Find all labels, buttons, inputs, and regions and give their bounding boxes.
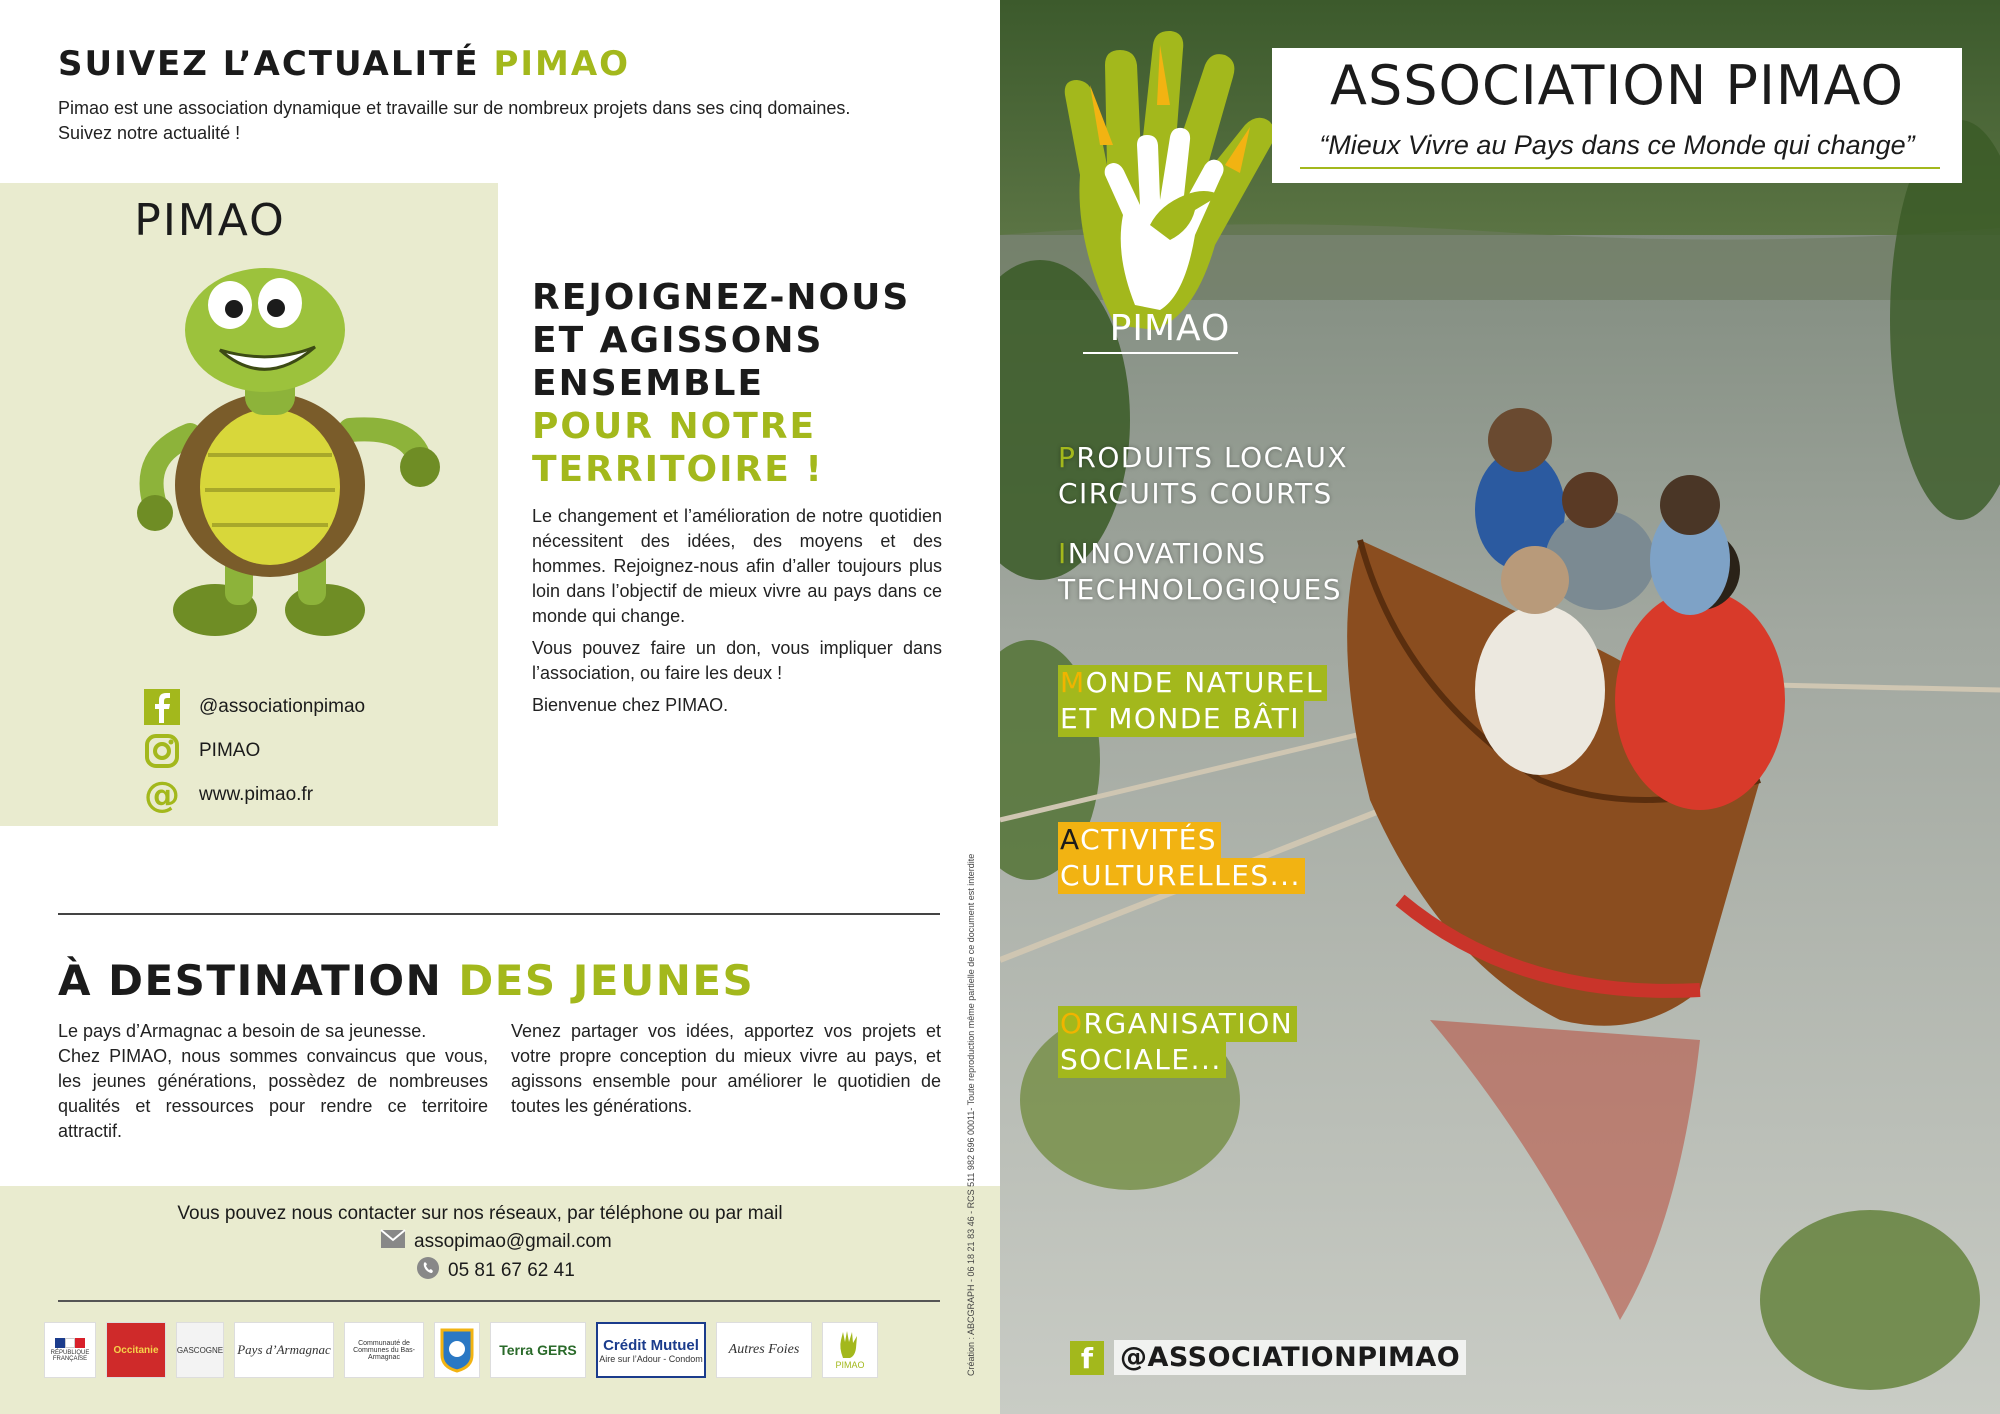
social-website[interactable] <box>143 776 313 814</box>
partner-logo-credit-mutuel <box>596 1322 706 1378</box>
jeunes-heading <box>58 956 754 1005</box>
partner-label-republique: RÉPUBLIQUE FRANÇAISE <box>50 1350 90 1362</box>
mascot-title: PIMAO <box>134 195 286 246</box>
domain-1-line-2: CIRCUITS COURTS <box>1058 477 1333 510</box>
join-heading-line-5: TERRITOIRE ! <box>532 449 824 490</box>
jeunes-column-1 <box>58 1019 488 1144</box>
partner-logo-communaute-communes: Communauté de Communes du Bas-Armagnac <box>344 1322 424 1378</box>
pimao-hand-small-icon <box>835 1330 865 1360</box>
partner-logo-republique <box>44 1322 96 1378</box>
domain-organisation-sociale <box>1058 1006 1297 1078</box>
credit-mutuel-name: Crédit Mutuel <box>603 1336 699 1354</box>
website-url: www.pimao.fr <box>199 784 314 805</box>
print-credit: Création : ABCGRAPH - 06 18 21 83 46 - RCS 511 982 696 00011- Toute reproduction même partielle de ce document est interdite <box>966 853 976 1376</box>
jeunes-column-2 <box>511 1019 941 1119</box>
partner-logo-autres-foies: Autres Foies <box>716 1322 812 1378</box>
facebook-icon: f <box>1070 1341 1104 1375</box>
jeunes-col1-paragraph-1: Le pays d’Armagnac a besoin de sa jeunesse. <box>58 1021 427 1041</box>
actualite-heading-black: SUIVEZ L’ACTUALITÉ <box>58 44 480 84</box>
actualite-intro <box>58 96 958 146</box>
domain-1-rest: RODUITS LOCAUX <box>1076 441 1348 474</box>
email-address: assopimao@gmail.com <box>414 1231 612 1252</box>
cover-title: ASSOCIATION PIMAO <box>1330 54 1904 117</box>
domain-3-line-2: ET MONDE BÂTI <box>1058 701 1304 737</box>
domain-3-initial: M <box>1060 666 1086 699</box>
jeunes-col2-paragraph-1: Venez partager vos idées, apportez vos projets et votre propre conception du mieux vivre au pays, et agissons ensemble pour améliorer le quotidien de toutes les générations. <box>511 1021 941 1116</box>
partner-logo-terra-gers: Terra GERS <box>490 1322 586 1378</box>
subtitle-underline <box>1300 167 1940 169</box>
cover-facebook-handle: @ASSOCIATIONPIMAO <box>1114 1340 1466 1375</box>
join-heading-line-2: ET AGISSONS <box>532 320 824 361</box>
credit-mutuel-branch: Aire sur l’Adour - Condom <box>599 1353 703 1364</box>
social-instagram[interactable] <box>143 732 260 770</box>
jeunes-heading-green: DES JEUNES <box>458 956 755 1005</box>
at-sign-icon <box>143 776 181 814</box>
cover-subtitle: “Mieux Vivre au Pays dans ce Monde qui change” <box>1319 130 1915 160</box>
whatsapp-icon <box>416 1256 440 1286</box>
instagram-handle: PIMAO <box>199 740 261 761</box>
domain-2-line-2: TECHNOLOGIQUES <box>1058 573 1342 606</box>
facebook-icon <box>143 688 181 726</box>
domain-activites-culturelles <box>1058 822 1305 894</box>
domain-3-rest: ONDE NATUREL <box>1085 666 1324 699</box>
logo-wordmark: PIMAO <box>1109 308 1231 349</box>
domain-produits-locaux <box>1058 440 1348 512</box>
partner-logos <box>44 1318 964 1382</box>
partner-logo-gascogne: GASCOGNE <box>176 1322 224 1378</box>
jeunes-heading-black: À DESTINATION <box>58 956 443 1005</box>
partner-logo-occitanie: Occitanie <box>106 1322 166 1378</box>
domain-4-initial: A <box>1060 823 1081 856</box>
facebook-handle: @associationpimao <box>199 696 366 717</box>
section-divider <box>58 913 940 915</box>
domain-4-line-2: CULTURELLES... <box>1058 858 1305 894</box>
domain-1-initial: P <box>1058 441 1077 474</box>
intro-line-1: Pimao est une association dynamique et travaille sur de nombreux projets dans ses cinq domaines. <box>58 98 851 118</box>
cover-facebook-link[interactable] <box>1070 1340 1466 1375</box>
join-paragraph-2: Vous pouvez faire un don, vous impliquer dans l’association, ou faire les deux ! <box>532 638 942 683</box>
join-paragraph-1: Le changement et l’amélioration de notre quotidien nécessitent des idées, des moyens et des hommes. Rejoignez-nous afin d’aller toujours plus loin dans l’objectif de mieux vivre au pays dans ce monde qui change. <box>532 506 942 626</box>
instagram-icon <box>143 732 181 770</box>
domain-2-rest: NNOVATIONS <box>1067 537 1267 570</box>
actualite-heading-green: PIMAO <box>493 44 631 84</box>
domain-2-initial: I <box>1058 537 1068 570</box>
join-paragraph-3: Bienvenue chez PIMAO. <box>532 695 729 715</box>
join-paragraphs <box>532 504 942 725</box>
logo-underline <box>1083 352 1238 354</box>
join-heading-line-3: ENSEMBLE <box>532 363 765 404</box>
partner-logo-pays-armagnac: Pays d’Armagnac <box>234 1322 334 1378</box>
contact-phone[interactable] <box>416 1256 575 1286</box>
domain-5-line-2: SOCIALE... <box>1058 1042 1226 1078</box>
join-heading <box>532 276 910 491</box>
domain-monde-naturel <box>1058 665 1327 737</box>
join-heading-line-4: POUR NOTRE <box>532 406 817 447</box>
actualite-heading <box>58 44 630 84</box>
partner-logo-pimao <box>822 1322 878 1378</box>
domain-5-initial: O <box>1060 1007 1084 1040</box>
join-heading-line-1: REJOIGNEZ-NOUS <box>532 277 911 318</box>
domain-5-rest: RGANISATION <box>1083 1007 1294 1040</box>
turtle-mascot-illustration <box>120 255 450 655</box>
phone-number: 05 81 67 62 41 <box>448 1260 575 1281</box>
social-facebook[interactable] <box>143 688 365 726</box>
intro-line-2: Suivez notre actualité ! <box>58 123 241 143</box>
partner-logo-crest <box>434 1322 480 1378</box>
contact-intro: Vous pouvez nous contacter sur nos réseaux, par téléphone ou par mail <box>177 1203 783 1224</box>
contact-divider <box>58 1300 940 1302</box>
svg-text:@: @ <box>144 777 180 813</box>
domain-4-rest: CTIVITÉS <box>1080 823 1218 856</box>
coat-of-arms-icon <box>439 1327 475 1373</box>
pimao-small-label: PIMAO <box>835 1360 865 1370</box>
domain-innovations <box>1058 536 1342 608</box>
contact-email[interactable] <box>380 1229 612 1255</box>
tricolor-flag-icon <box>55 1338 85 1348</box>
pimao-hand-logo <box>1045 25 1300 355</box>
envelope-icon <box>380 1229 406 1255</box>
jeunes-col1-paragraph-2: Chez PIMAO, nous sommes convaincus que vous, les jeunes générations, possèdez de nombreuses qualités et ressources pour rendre ce territoire attractif. <box>58 1046 488 1141</box>
